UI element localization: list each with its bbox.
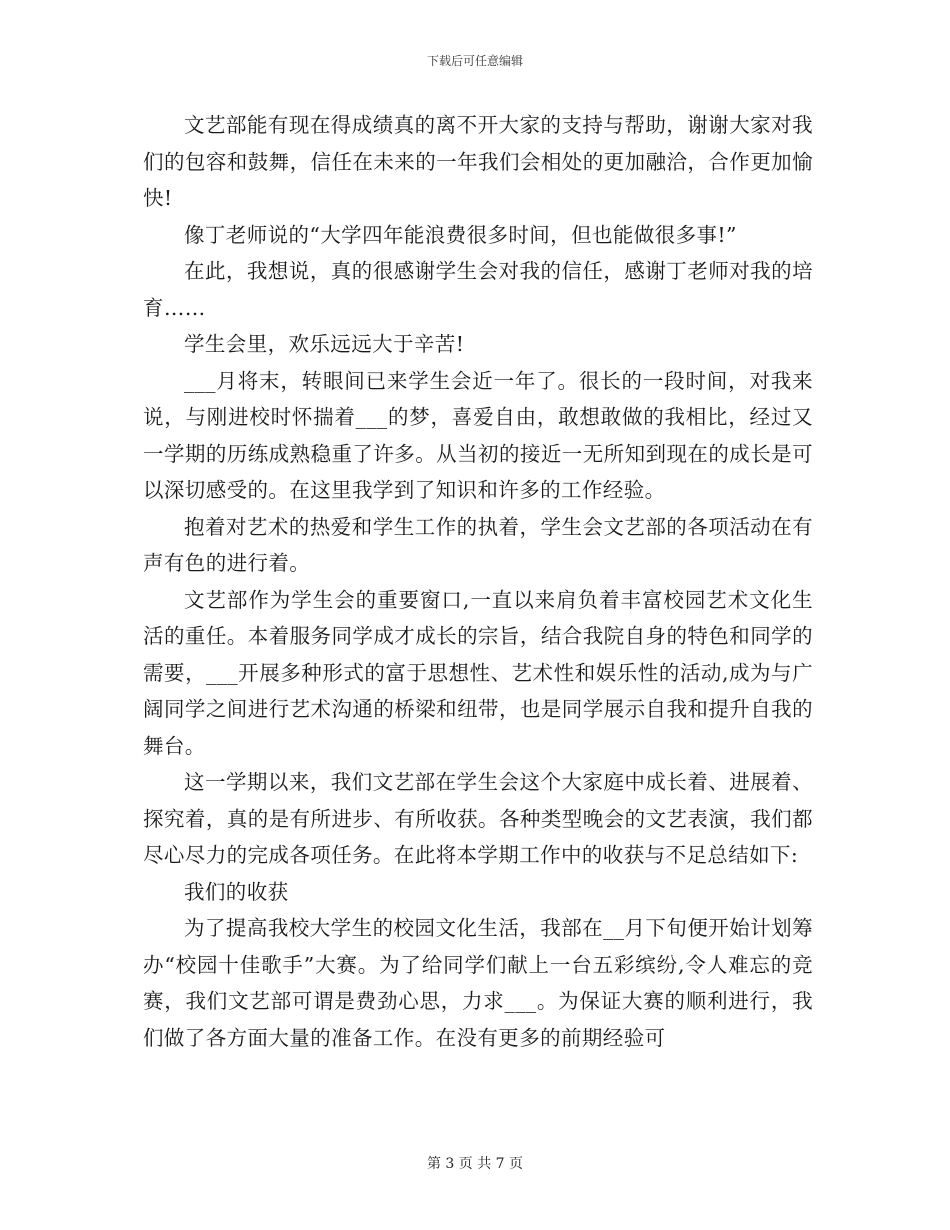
paragraph: 学生会里，欢乐远远大于辛苦! [184, 332, 465, 356]
document-body [143, 107, 813, 1056]
paragraph: 抱着对艺术的热爱和学生工作的执着，学生会文艺部的各项活动在有声有色的进行着。 [143, 514, 813, 575]
paragraph: 在此，我想说，真的很感谢学生会对我的信任，感谢丁老师对我的培育…… [143, 259, 813, 320]
section-heading: 我们的收获 [184, 879, 289, 904]
paragraph: ___月将末，转眼间已来学生会近一年了。很长的一段时间，对我来说，与刚进校时怀揣着___的梦，喜爱自由，敢想敢做的我相比，经过又一学期的历练成熟稳重了许多。从当初的接近一无所知到现在的成长是可以深切感受的。在这里我学到了知识和许多的工作经验。 [143, 368, 813, 502]
page-header-note: 下载后可任意编辑 [426, 54, 523, 68]
paragraph: 这一学期以来，我们文艺部在学生会这个大家庭中成长着、进展着、探究着，真的是有所进步、有所收获。各种类型晚会的文艺表演，我们都尽心尽力的完成各项任务。在此将本学期工作中的收获与不足总结如下: [143, 770, 813, 867]
page-number: 第 3 页 共 7 页 [426, 1156, 524, 1172]
paragraph: 为了提高我校大学生的校园文化生活，我部在__月下旬便开始计划筹办“校园十佳歌手”大赛。为了给同学们献上一台五彩缤纷,令人难忘的竞赛，我们文艺部可谓是费劲心思，力求___。为保证大赛的顺利进行，我们做了各方面大量的准备工作。在没有更多的前期经验可 [143, 916, 813, 1050]
paragraph: 像丁老师说的“大学四年能浪费很多时间，但也能做很多事!” [184, 222, 737, 247]
paragraph: 文艺部能有现在得成绩真的离不开大家的支持与帮助，谢谢大家对我们的包容和鼓舞，信任在未来的一年我们会相处的更加融洽，合作更加愉快! [143, 113, 813, 210]
paragraph: 文艺部作为学生会的重要窗口,一直以来肩负着丰富校园艺术文化生活的重任。本着服务同学成才成长的宗旨，结合我院自身的特色和同学的需要，___开展多种形式的富于思想性、艺术性和娱乐性的活动,成为与广阔同学之间进行艺术沟通的桥梁和纽带，也是同学展示自我和提升自我的舞台。 [143, 587, 813, 758]
